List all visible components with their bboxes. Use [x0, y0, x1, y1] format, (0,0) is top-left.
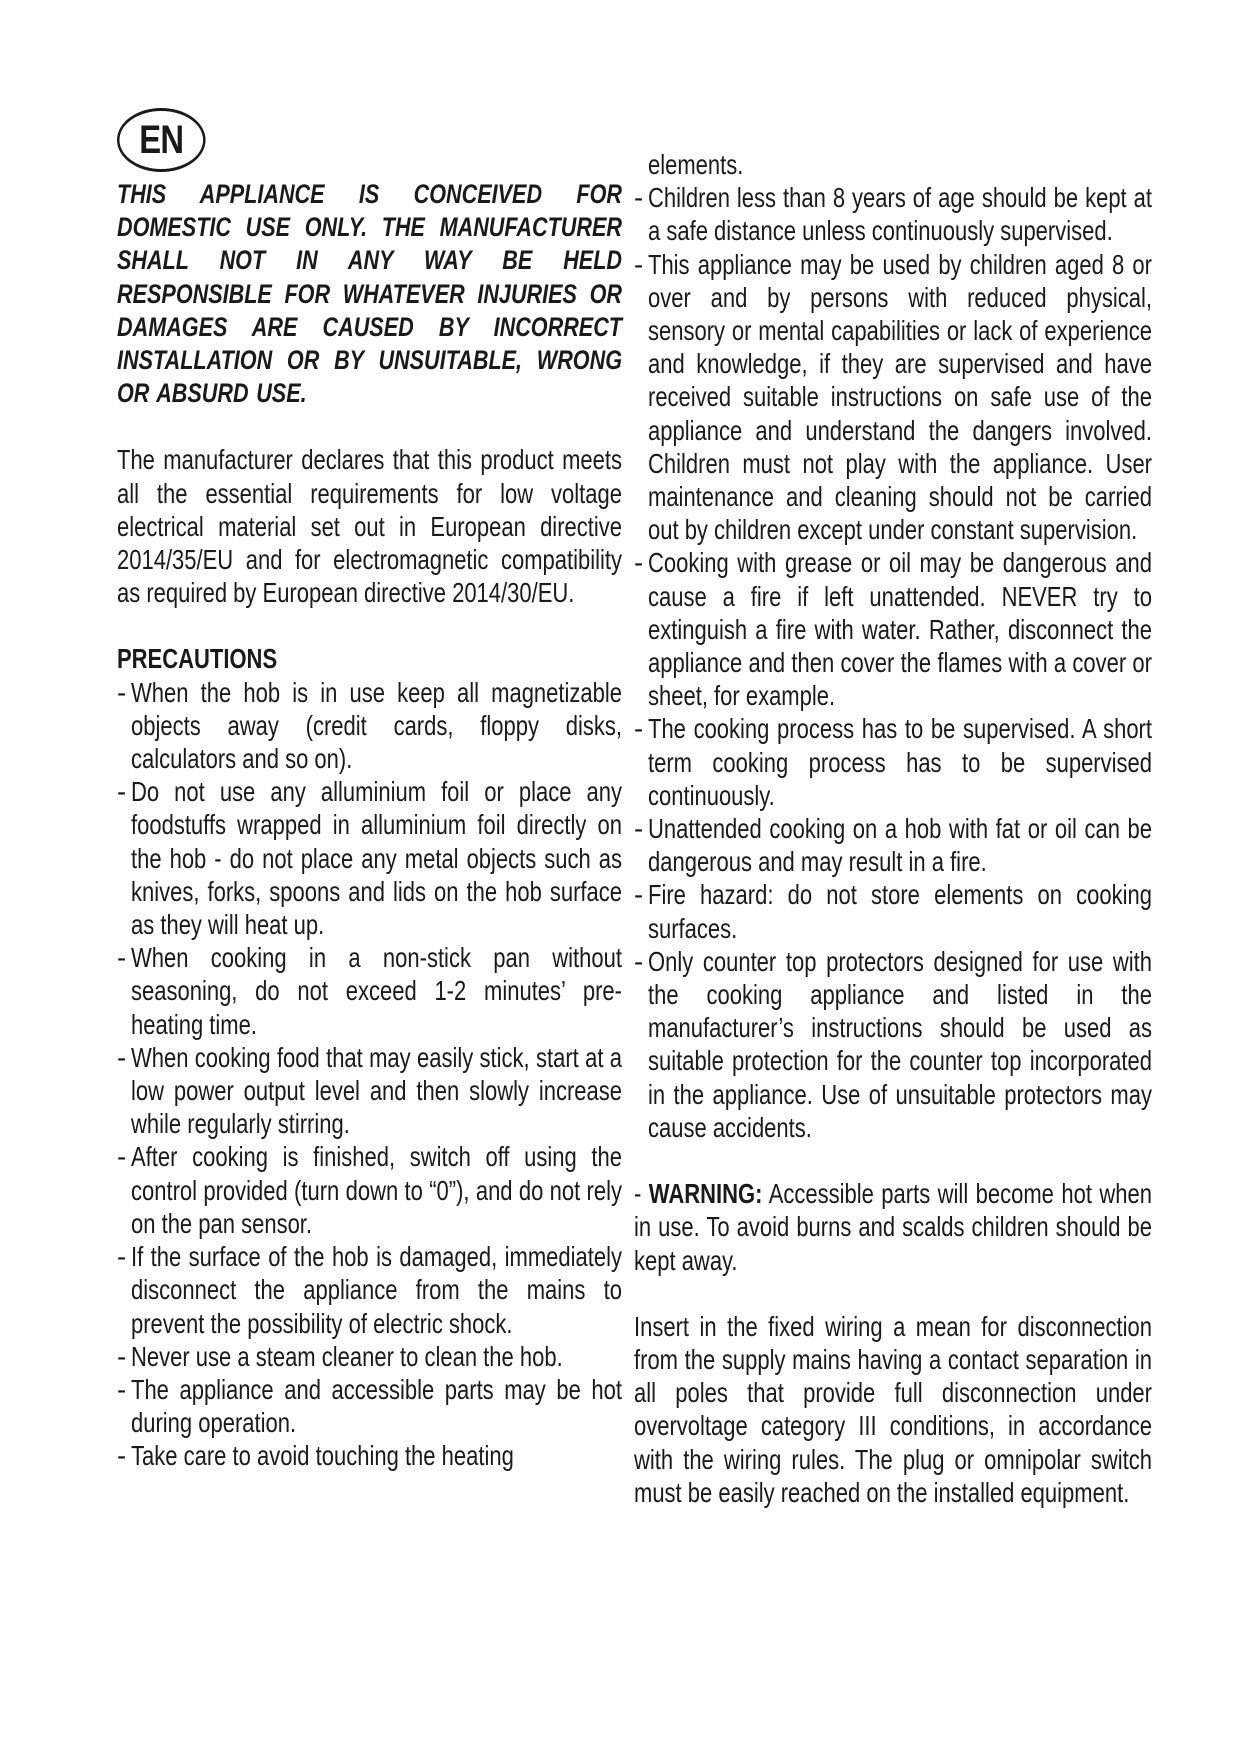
- right-column: [634, 148, 1152, 1509]
- disclaimer-text: THIS APPLIANCE IS CONCEIVED FOR DOMESTIC USE ONLY. THE MANUFACTURER SHALL NOT IN ANY WAY BE HELD RESPONSIBLE FOR WHATEVER INJURIES OR DAMAGES ARE CAUSED BY INCORRECT INSTALLATION OR BY UNSUITABLE, WRONG OR ABSURD USE.: [117, 179, 622, 409]
- list-item: - When cooking in a non-stick pan without seasoning, do not exceed 1-2 minutes’ pre-heating time.: [117, 941, 622, 1041]
- warning-label: WARNING:: [648, 1178, 763, 1210]
- list-item: - After cooking is finished, switch off using the control provided (turn down to “0”), and do not rely on the pan sensor.: [117, 1140, 622, 1240]
- list-item: - When the hob is in use keep all magnetizable objects away (credit cards, floppy disks, calculators and so on).: [117, 676, 622, 776]
- left-column: [117, 178, 622, 1473]
- disclaimer: [117, 178, 622, 410]
- precautions-list-left: [117, 676, 622, 1473]
- list-item: - When cooking food that may easily stick, start at a low power output level and then slowly increase while regularly stirring.: [117, 1041, 622, 1141]
- list-item: - Children less than 8 years of age should be kept at a safe distance unless continuously supervised.: [634, 181, 1152, 247]
- declaration-text: The manufacturer declares that this product meets all the essential requirements for low voltage electrical material set out in European directive 2014/35/EU and for electromagnetic compatibility as required by European directive 2014/30/EU.: [117, 444, 622, 609]
- list-item: - Unattended cooking on a hob with fat or oil can be dangerous and may result in a fire.: [634, 812, 1152, 878]
- list-item: - Only counter top protectors designed for use with the cooking appliance and listed in the manufacturer’s instructions should be used as suitable protection for the counter top incorporated in the appliance. Use of unsuitable protectors may cause accidents.: [634, 945, 1152, 1144]
- warning-text: Accessible parts will become hot when in use. To avoid burns and scalds children should be kept away.: [634, 1178, 1152, 1276]
- declaration-paragraph: [117, 443, 622, 609]
- list-item: - Cooking with grease or oil may be dangerous and cause a fire if left unattended. NEVER try to extinguish a fire with water. Rather, disconnect the appliance and then cover the flames with a cover or sheet, for example.: [634, 546, 1152, 712]
- wiring-note-text: Insert in the fixed wiring a mean for disconnection from the supply mains having a contact separation in all poles that provide full disconnection under overvoltage category III conditions, in accordance with the wiring rules. The plug or omnipolar switch must be easily reached on the installed equipment.: [634, 1310, 1152, 1508]
- list-item: - This appliance may be used by children aged 8 or over and by persons with reduced physical, sensory or mental capabilities or lack of experience and knowledge, if they are supervised and have received suitable instructions on safe use of the appliance and understand the dangers involved. Children must not play with the appliance. User maintenance and cleaning should not be carried out by children except under constant supervision.: [634, 248, 1152, 547]
- wiring-note: [634, 1310, 1152, 1509]
- continuation-text: elements.: [648, 149, 744, 180]
- warning-paragraph: - WARNING: Accessible parts will become hot when in use. To avoid burns and scalds children should be kept away.: [634, 1178, 1152, 1276]
- list-item: - Take care to avoid touching the heating: [117, 1439, 622, 1472]
- language-badge: [117, 108, 206, 172]
- list-item: - If the surface of the hob is damaged, immediately disconnect the appliance from the mains to prevent the possibility of electric shock.: [117, 1240, 622, 1340]
- list-item: - Do not use any alluminium foil or place any foodstuffs wrapped in alluminium foil directly on the hob - do not place any metal objects such as knives, forks, spoons and lids on the hob surface as they will heat up.: [117, 775, 622, 941]
- list-item: - Fire hazard: do not store elements on cooking surfaces.: [634, 878, 1152, 944]
- precautions-list-right: [634, 181, 1152, 1144]
- language-code: EN: [139, 117, 184, 162]
- list-item: - Never use a steam cleaner to clean the hob.: [117, 1340, 622, 1373]
- list-item: - The appliance and accessible parts may be hot during operation.: [117, 1373, 622, 1439]
- precautions-heading: PRECAUTIONS: [117, 643, 278, 675]
- list-item: - The cooking process has to be supervised. A short term cooking process has to be supervised continuously.: [634, 712, 1152, 812]
